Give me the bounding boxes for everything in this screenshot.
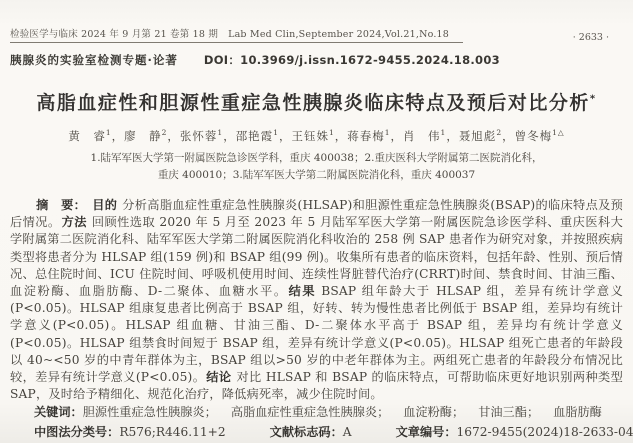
author (459, 129, 515, 143)
author-affil-mark: 1 (384, 128, 391, 138)
author-name: 肖 伟 (403, 129, 441, 143)
article-title-text: 高脂血症性和胆源性重症急性胰腺炎临床特点及预后对比分析 (36, 92, 590, 114)
article-number-label: 文章编号： (395, 424, 457, 439)
abstract-methods-label: 方法 (61, 215, 87, 230)
author-affil-mark: 2 (496, 128, 503, 138)
keyword (231, 405, 401, 419)
running-head (10, 26, 623, 43)
author (124, 129, 180, 143)
author-name: 曾冬梅 (514, 129, 553, 143)
author-affil-mark: 1 (440, 128, 447, 138)
author-separator: ， (111, 129, 125, 143)
author (515, 129, 565, 143)
keyword-text: 高脂血症性重症急性胰腺炎 (230, 405, 378, 420)
article-meta-line (10, 424, 633, 441)
author-name: 邵艳霞 (235, 129, 274, 143)
keyword-separator: ； (377, 405, 390, 420)
author-affil-mark: 1 (217, 128, 224, 138)
affiliation-line: 1.陆军军医大学第一附属医院急诊医学科，重庆 400038；2.重庆医科大学附属第二医院消化科， (90, 152, 543, 164)
author-affil-mark: 1 (328, 128, 335, 138)
author-separator: ， (334, 129, 348, 143)
abstract-conclusion-label: 结论 (206, 370, 232, 385)
clc-value: R576;R446.11+2 (119, 424, 226, 439)
keyword-separator: ； (452, 405, 465, 420)
article-number (396, 424, 633, 441)
author (236, 129, 292, 143)
author-affil-mark: 1△ (552, 128, 565, 138)
author-name: 廖 静 (124, 129, 162, 143)
author (180, 129, 236, 143)
keyword (553, 405, 614, 419)
running-head-journal (10, 26, 463, 43)
abstract-objective-label: 目的 (92, 198, 118, 212)
page-number: · 2633 · (572, 32, 609, 43)
title-footnote-mark: * (589, 93, 597, 105)
abstract (10, 197, 623, 403)
article-title (10, 88, 623, 115)
author-separator: ， (223, 129, 236, 143)
author-separator: ， (502, 129, 515, 143)
article-number-value: 1672-9455(2024)18-2633-04 (456, 424, 633, 439)
abstract-objective-text: 分析高脂血症性重症急性胰腺炎(HLSAP)和胆源性重症急性胰腺炎(BSAP)的临床特点及预后情况。 (10, 198, 623, 230)
keyword-separator: ； (204, 405, 217, 420)
author-name: 蒋春梅 (347, 129, 385, 143)
keywords-line (10, 404, 623, 421)
keyword (478, 405, 551, 419)
keyword-text: 甘油三酯 (478, 405, 527, 420)
keyword (83, 405, 229, 419)
affiliation-line: 重庆 400010；3.陆军军医大学第二附属医院消化科，重庆 400037 (157, 169, 476, 181)
abstract-results-label: 结果 (288, 284, 317, 299)
author-name: 黄 睿 (68, 129, 106, 143)
author (291, 129, 347, 143)
author-list (10, 128, 623, 144)
document-code (270, 424, 352, 441)
column-label: 胰腺炎的实验室检测专题·论著 (10, 53, 178, 67)
journal-name-en: Lab Med Clin,September 2024,Vol.21,No.18 (228, 29, 450, 40)
author-separator: ， (278, 129, 292, 143)
clc-label: 中图法分类号： (34, 424, 120, 439)
journal-name-cn: 检验医学与临床 2024 年 9 月第 21 卷第 18 期 (10, 29, 219, 40)
document-code-value: A (342, 424, 352, 439)
author-separator: ， (167, 129, 180, 143)
author-affil-mark: 1 (273, 128, 279, 138)
author (347, 129, 403, 143)
keyword-text: 胆源性重症急性胰腺炎 (82, 405, 205, 420)
author-name: 聂旭彪 (458, 129, 497, 143)
abstract-methods-text: 回顾性选取 2020 年 5 月至 2023 年 5 月陆军军医大学第一附属医院急诊医学科、重庆医科大学附属第二医院消化科、陆军军医大学第二附属医院消化科收治的 258 例 SAP 患者作为研究对象，并按照疾病类型将患者分为 HLSAP 组(159 例)和 BSAP 组(99 例)。收集所有患者的临床资料，包括年龄、性别、预后情况、总住院时间、ICU 住院时间、呼吸机使用时间、连续性肾脏替代治疗(CRRT)时间、禁食时间、甘油三酯、血淀粉酶、血脂肪酶、D-二聚体、血糖水平。 (10, 215, 623, 299)
keyword-text: 血淀粉酶 (403, 405, 452, 420)
author (403, 129, 459, 143)
author (68, 129, 124, 143)
author-name: 王钰姝 (291, 129, 329, 143)
clc-number (34, 424, 226, 441)
keywords-label: 关键词： (34, 405, 83, 420)
abstract-label: 摘 要： (36, 198, 87, 212)
column-doi-row (10, 52, 623, 68)
document-code-label: 文献标志码： (269, 424, 343, 439)
author-affil-mark: 1 (105, 128, 112, 138)
author-name: 张怀蓉 (179, 129, 218, 143)
keyword-separator: ； (526, 405, 540, 420)
abstract-results-text: BSAP 组年龄大于 HLSAP 组，差异有统计学意义(P<0.05)。HLSAP 组康复患者比例高于 BSAP 组，好转、转为慢性患者比例低于 BSAP 组，差异均有统计学意义(P<0.05)。HLSAP 组血糖、甘油三酯、D-二聚体水平高于 BSAP 组，差异均有统计学意义(P<0.05)。HLSAP 组禁食时间短于 BSAP 组，差异有统计学意义(P<0.05)。HLSAP 组死亡患者的年龄段以 40~<50 岁的中青年群体为主，BSAP 组以>50 岁的中老年群体为主。两组死亡患者的年龄段分布情况比较，差异有统计学意义(P<0.05)。 (10, 284, 624, 385)
keyword-text: 血脂肪酶 (553, 405, 602, 420)
author-affil-mark: 2 (161, 128, 168, 138)
abstract-conclusion-text: 对比 HLSAP 和 BSAP 的临床特点，可帮助临床更好地识别两种类型 SAP，及时给予精细化、规范化治疗，降低病死率，减少住院时间。 (10, 370, 623, 402)
affiliations (10, 150, 623, 184)
author-separator: ， (446, 129, 459, 143)
keyword (403, 405, 476, 419)
author-separator: ， (390, 129, 404, 143)
doi: DOI：10.3969/j.issn.1672-9455.2024.18.003 (203, 53, 500, 67)
